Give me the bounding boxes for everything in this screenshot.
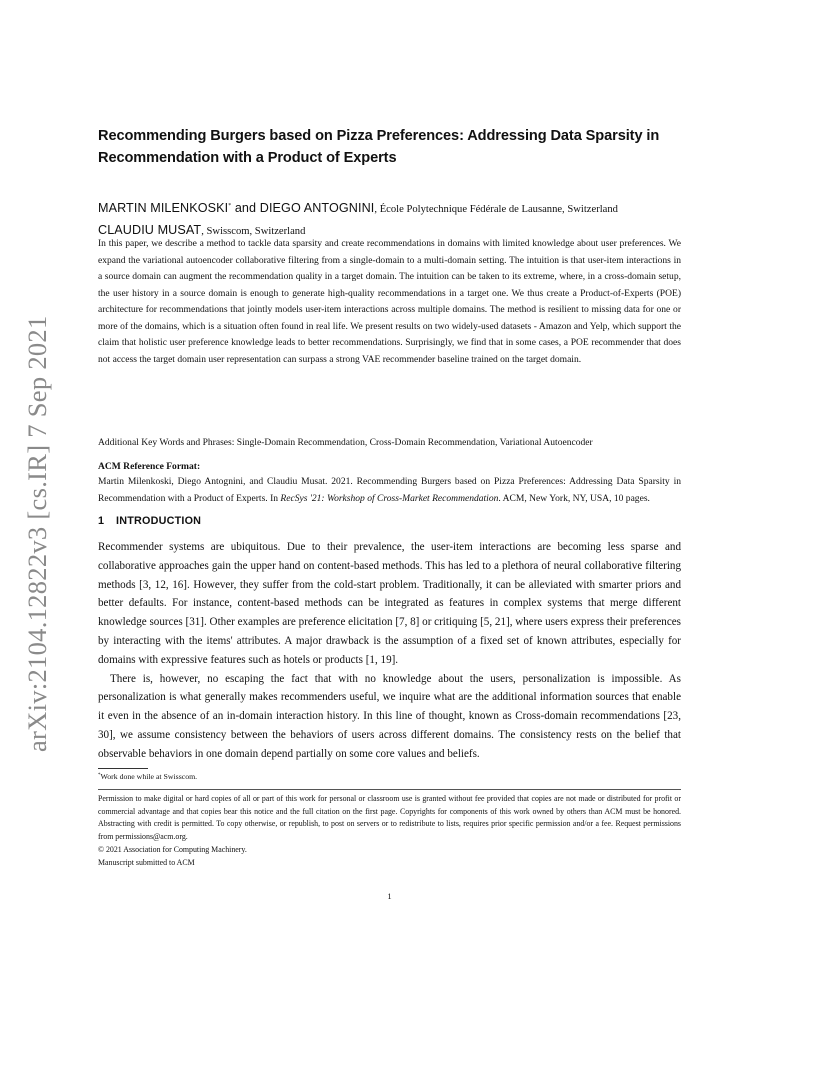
acm-reference-citation: Martin Milenkoski, Diego Antognini, and Claudiu Musat. 2021. Recommending Burgers based on Pizza Preferences: Addressing Data Sparsity in Recommendation with a Product of Experts. In <box>98 476 681 504</box>
author-affiliation: , Swisscom, Switzerland <box>201 226 306 237</box>
acm-reference-venue: RecSys '21: Workshop of Cross-Market Recommendation <box>280 492 499 504</box>
section-title: INTRODUCTION <box>116 515 202 527</box>
author-connector: and <box>231 201 260 215</box>
permissions-notice: Permission to make digital or hard copies of all or part of this work for personal or classroom use is granted without fee provided that copies are not made or distributed for profit or commercial advantage and that copies bear this notice and the full citation on the first page. Copyrights for components of this work owned by others than ACM must be honored. Abstracting with credit is permitted. To copy otherwise, or republish, to post on servers or to redistribute to lists, requires prior specific permission and/or a fee. Request permissions from permissions@acm.org. <box>98 794 681 842</box>
section-number: 1 <box>98 515 105 527</box>
permissions-divider <box>98 789 681 790</box>
section-heading <box>98 515 201 527</box>
author-affiliation: , École Polytechnique Fédérale de Lausanne, Switzerland <box>374 204 618 215</box>
acm-reference-publisher: . ACM, New York, NY, USA, 10 pages. <box>498 492 650 504</box>
page-number: 1 <box>387 891 392 901</box>
permissions-block <box>98 793 681 869</box>
arxiv-identifier-stamp: arXiv:2104.12822v3 [cs.IR] 7 Sep 2021 <box>22 315 52 752</box>
author-name: DIEGO ANTOGNINI <box>259 201 375 215</box>
acm-reference-heading: ACM Reference Format: <box>98 461 201 472</box>
acm-reference-text <box>98 474 681 507</box>
author-line-1 <box>98 196 698 220</box>
author-name: CLAUDIU MUSAT <box>98 223 202 237</box>
footnote-divider <box>98 768 148 769</box>
paper-title: Recommending Burgers based on Pizza Preferences: Addressing Data Sparsity in Recommendation with a Product of Experts <box>98 128 660 166</box>
author-name: MARTIN MILENKOSKI <box>98 201 229 215</box>
body-paragraph: Recommender systems are ubiquitous. Due to their prevalence, the user-item interactions are becoming less sparse and collaborative approaches gain the upper hand on content-based methods. This has led to a plethora of neural collaborative filtering methods [3, 12, 16]. However, they suffer from the cold-start problem. Traditionally, it can be alleviated with smarter priors and better defaults. For instance, content-based methods can be integrated as features in complex systems that merge different knowledge sources [31]. Other examples are preference elicitation [7, 8] or critiquing [5, 21], where users express their preferences by interacting with the items' attributes. A major drawback is the assumption of a fixed set of known attributes, especially for domains with expressive features such as hotels or products [1, 19]. <box>98 541 681 666</box>
keywords: Additional Key Words and Phrases: Single-Domain Recommendation, Cross-Domain Recommendation, Variational Autoencoder <box>98 437 593 448</box>
footnote <box>98 770 197 783</box>
footnote-mark: * <box>98 773 101 778</box>
abstract: In this paper, we describe a method to tackle data sparsity and create recommendations in domains with limited knowledge about user preferences. We expand the variational autoencoder collaborative filtering from a single-domain to a multi-domain setting. The intuition is that user-item interactions in a source domain can augment the recommendation quality in a target domain. The intuition can be taken to its extreme, where, in a cross-domain setup, the user history in a source domain is enough to generate high-quality recommendations in a target one. We thus create a Product-of-Experts (POE) architecture for recommendations that jointly models user-item interactions across multiple domains. The method is resilient to missing data for one or more of the domains, which is a situation often found in real life. We present results on two widely-used datasets - Amazon and Yelp, which support the claim that holistic user preference knowledge leads to better recommendations. Surprisingly, we find that in some cases, a POE recommender that does not access the target domain user representation can surpass a strong VAE recommender baseline trained on the target domain. <box>98 238 681 365</box>
footnote-text: Work done while at Swisscom. <box>100 772 198 781</box>
body-text <box>98 538 681 764</box>
body-paragraph: There is, however, no escaping the fact that with no knowledge about the users, personalization is impossible. As personalization is what generally makes recommenders useful, we inquire what are the additional information sources that enable it even in the absence of an in-domain interaction history. In this line of thought, known as Cross-domain recommendations [23, 30], we assume consistency between the behaviors of users across different domains. The consistency rests on the belief that observable behaviors in one domain depend partially on some core values and beliefs. <box>98 672 681 760</box>
copyright-line: © 2021 Association for Computing Machinery. <box>98 844 247 854</box>
footnote-marker: * <box>228 203 232 209</box>
manuscript-line: Manuscript submitted to ACM <box>98 857 195 867</box>
